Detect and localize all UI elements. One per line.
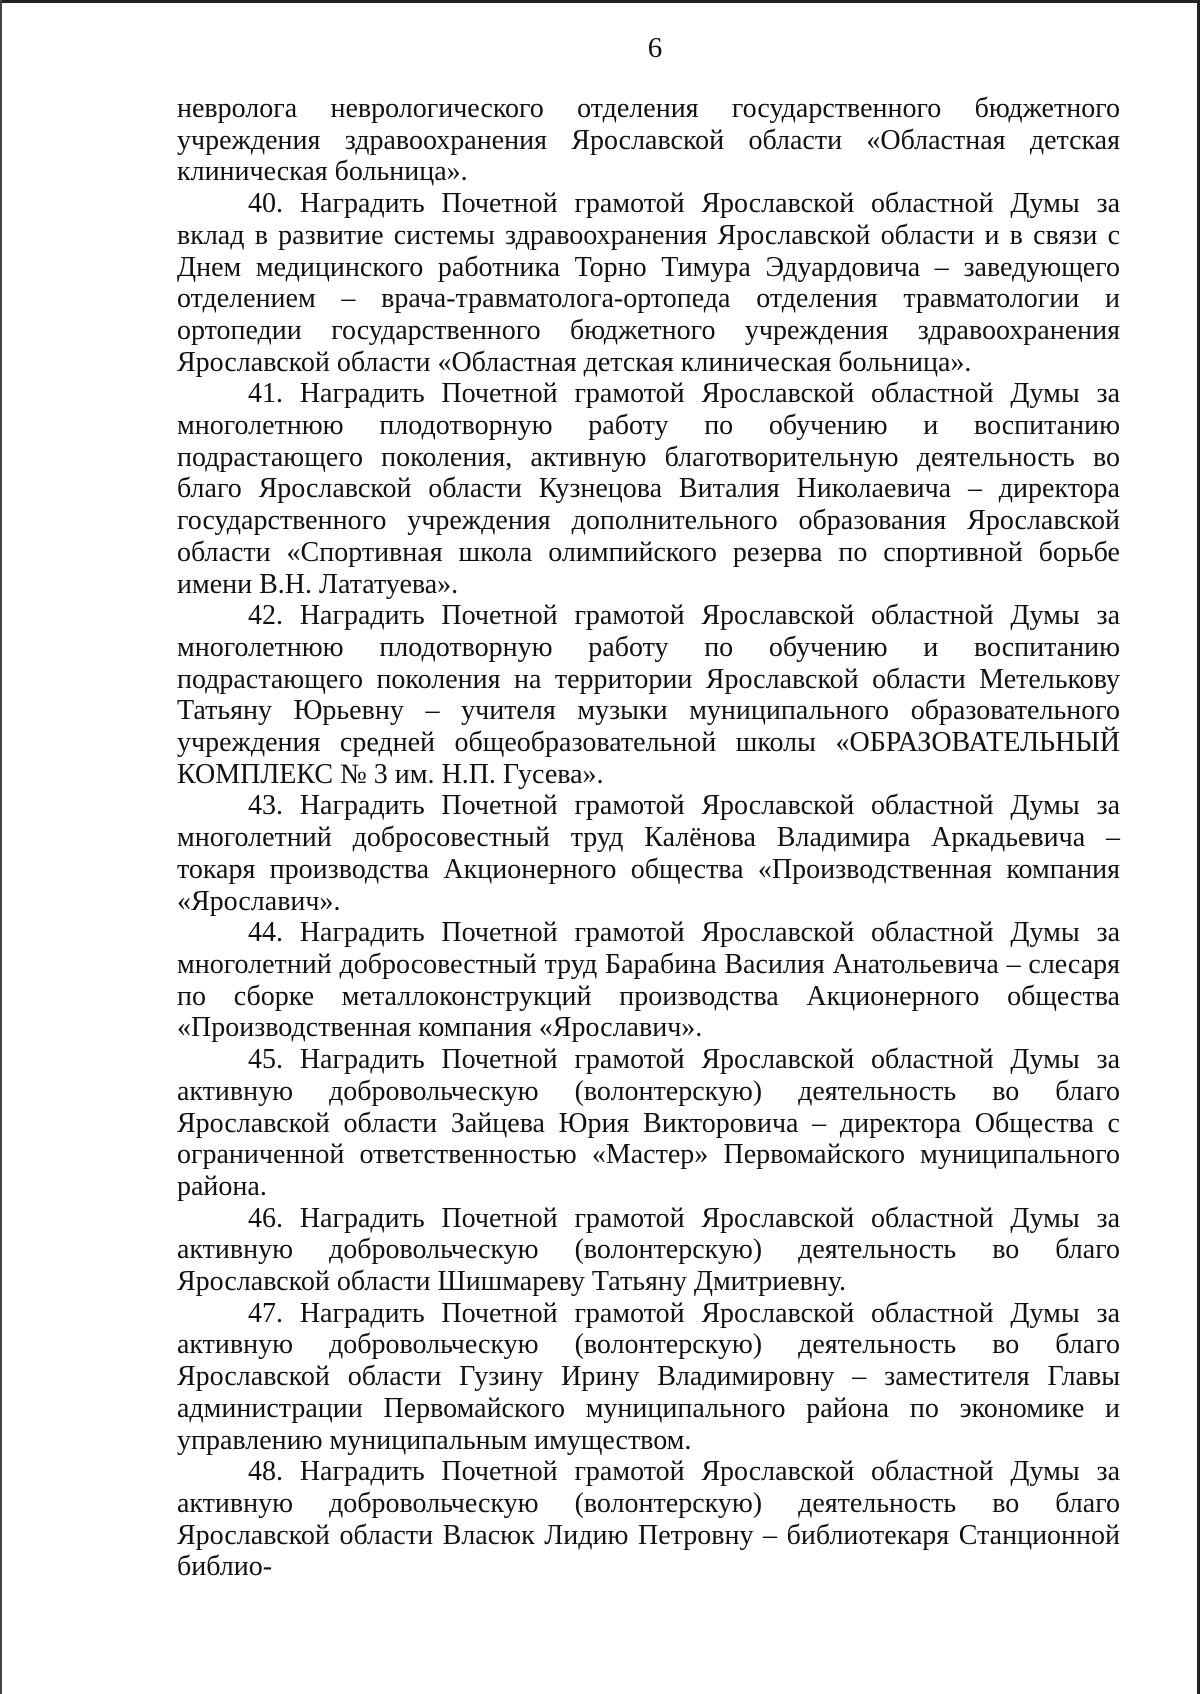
paragraph-continuation: невролога неврологического отделения государственного бюджетного учреждения здравоохранения Ярославской области «Областная детская клиническая больница». — [177, 93, 1120, 188]
paragraph-item-44: 44. Наградить Почетной грамотой Ярославской областной Думы за многолетний добросовестный труд Барабина Василия Анатольевича – слесаря по сборке металлоконструкций производства Акционерного общества «Производственная компания «Ярославич». — [177, 917, 1120, 1044]
paragraph-item-45: 45. Наградить Почетной грамотой Ярославской областной Думы за активную добровольческую (волонтерскую) деятельность во благо Ярославской области Зайцева Юрия Викторовича – директора Общества с ограниченной ответственностью «Мастер» Первомайского муниципального района. — [177, 1044, 1120, 1202]
paragraph-item-43: 43. Наградить Почетной грамотой Ярославской областной Думы за многолетний добросовестный труд Калёнова Владимира Аркадьевича – токаря производства Акционерного общества «Производственная компания «Ярославич». — [177, 790, 1120, 917]
paragraph-item-48: 48. Наградить Почетной грамотой Ярославской областной Думы за активную добровольческую (волонтерскую) деятельность во благо Ярославской области Власюк Лидию Петровну – библиотекаря Станционной библио- — [177, 1456, 1120, 1583]
paragraph-item-47: 47. Наградить Почетной грамотой Ярославской областной Думы за активную добровольческую (волонтерскую) деятельность во благо Ярославской области Гузину Ирину Владимировну – заместителя Главы администрации Первомайского муниципального района по экономике и управлению муниципальным имуществом. — [177, 1297, 1120, 1456]
paragraph-item-40: 40. Наградить Почетной грамотой Ярославской областной Думы за вклад в развитие системы здравоохранения Ярославской области и в связи с Днем медицинского работника Торно Тимура Эдуардовича – заведующего отделением – врача-травматолога-ортопеда отделения травматологии и ортопедии государственного бюджетного учреждения здравоохранения Ярославской области «Областная детская клиническая больница». — [177, 188, 1120, 378]
paragraph-item-41: 41. Наградить Почетной грамотой Ярославской областной Думы за многолетнюю плодотворную работу по обучению и воспитанию подрастающего поколения, активную благотворительную деятельность во благо Ярославской области Кузнецова Виталия Николаевича – директора государственного учреждения дополнительного образования Ярославской области «Спортивная школа олимпийского резерва по спортивной борьбе имени В.Н. Лататуева». — [177, 378, 1120, 600]
page-number: 6 — [647, 32, 663, 64]
scan-border-left — [0, 0, 2, 1694]
scan-border-top — [0, 0, 1200, 3]
document-body — [177, 93, 1120, 1583]
paragraph-item-46: 46. Наградить Почетной грамотой Ярославской областной Думы за активную добровольческую (волонтерскую) деятельность во благо Ярославской области Шишмареву Татьяну Дмитриевну. — [177, 1202, 1120, 1298]
paragraph-item-42: 42. Наградить Почетной грамотой Ярославской областной Думы за многолетнюю плодотворную работу по обучению и воспитанию подрастающего поколения на территории Ярославской области Метелькову Татьяну Юрьевну – учителя музыки муниципального образовательного учреждения средней общеобразовательной школы «ОБРАЗОВАТЕЛЬНЫЙ КОМПЛЕКС № 3 им. Н.П. Гусева». — [177, 600, 1120, 790]
